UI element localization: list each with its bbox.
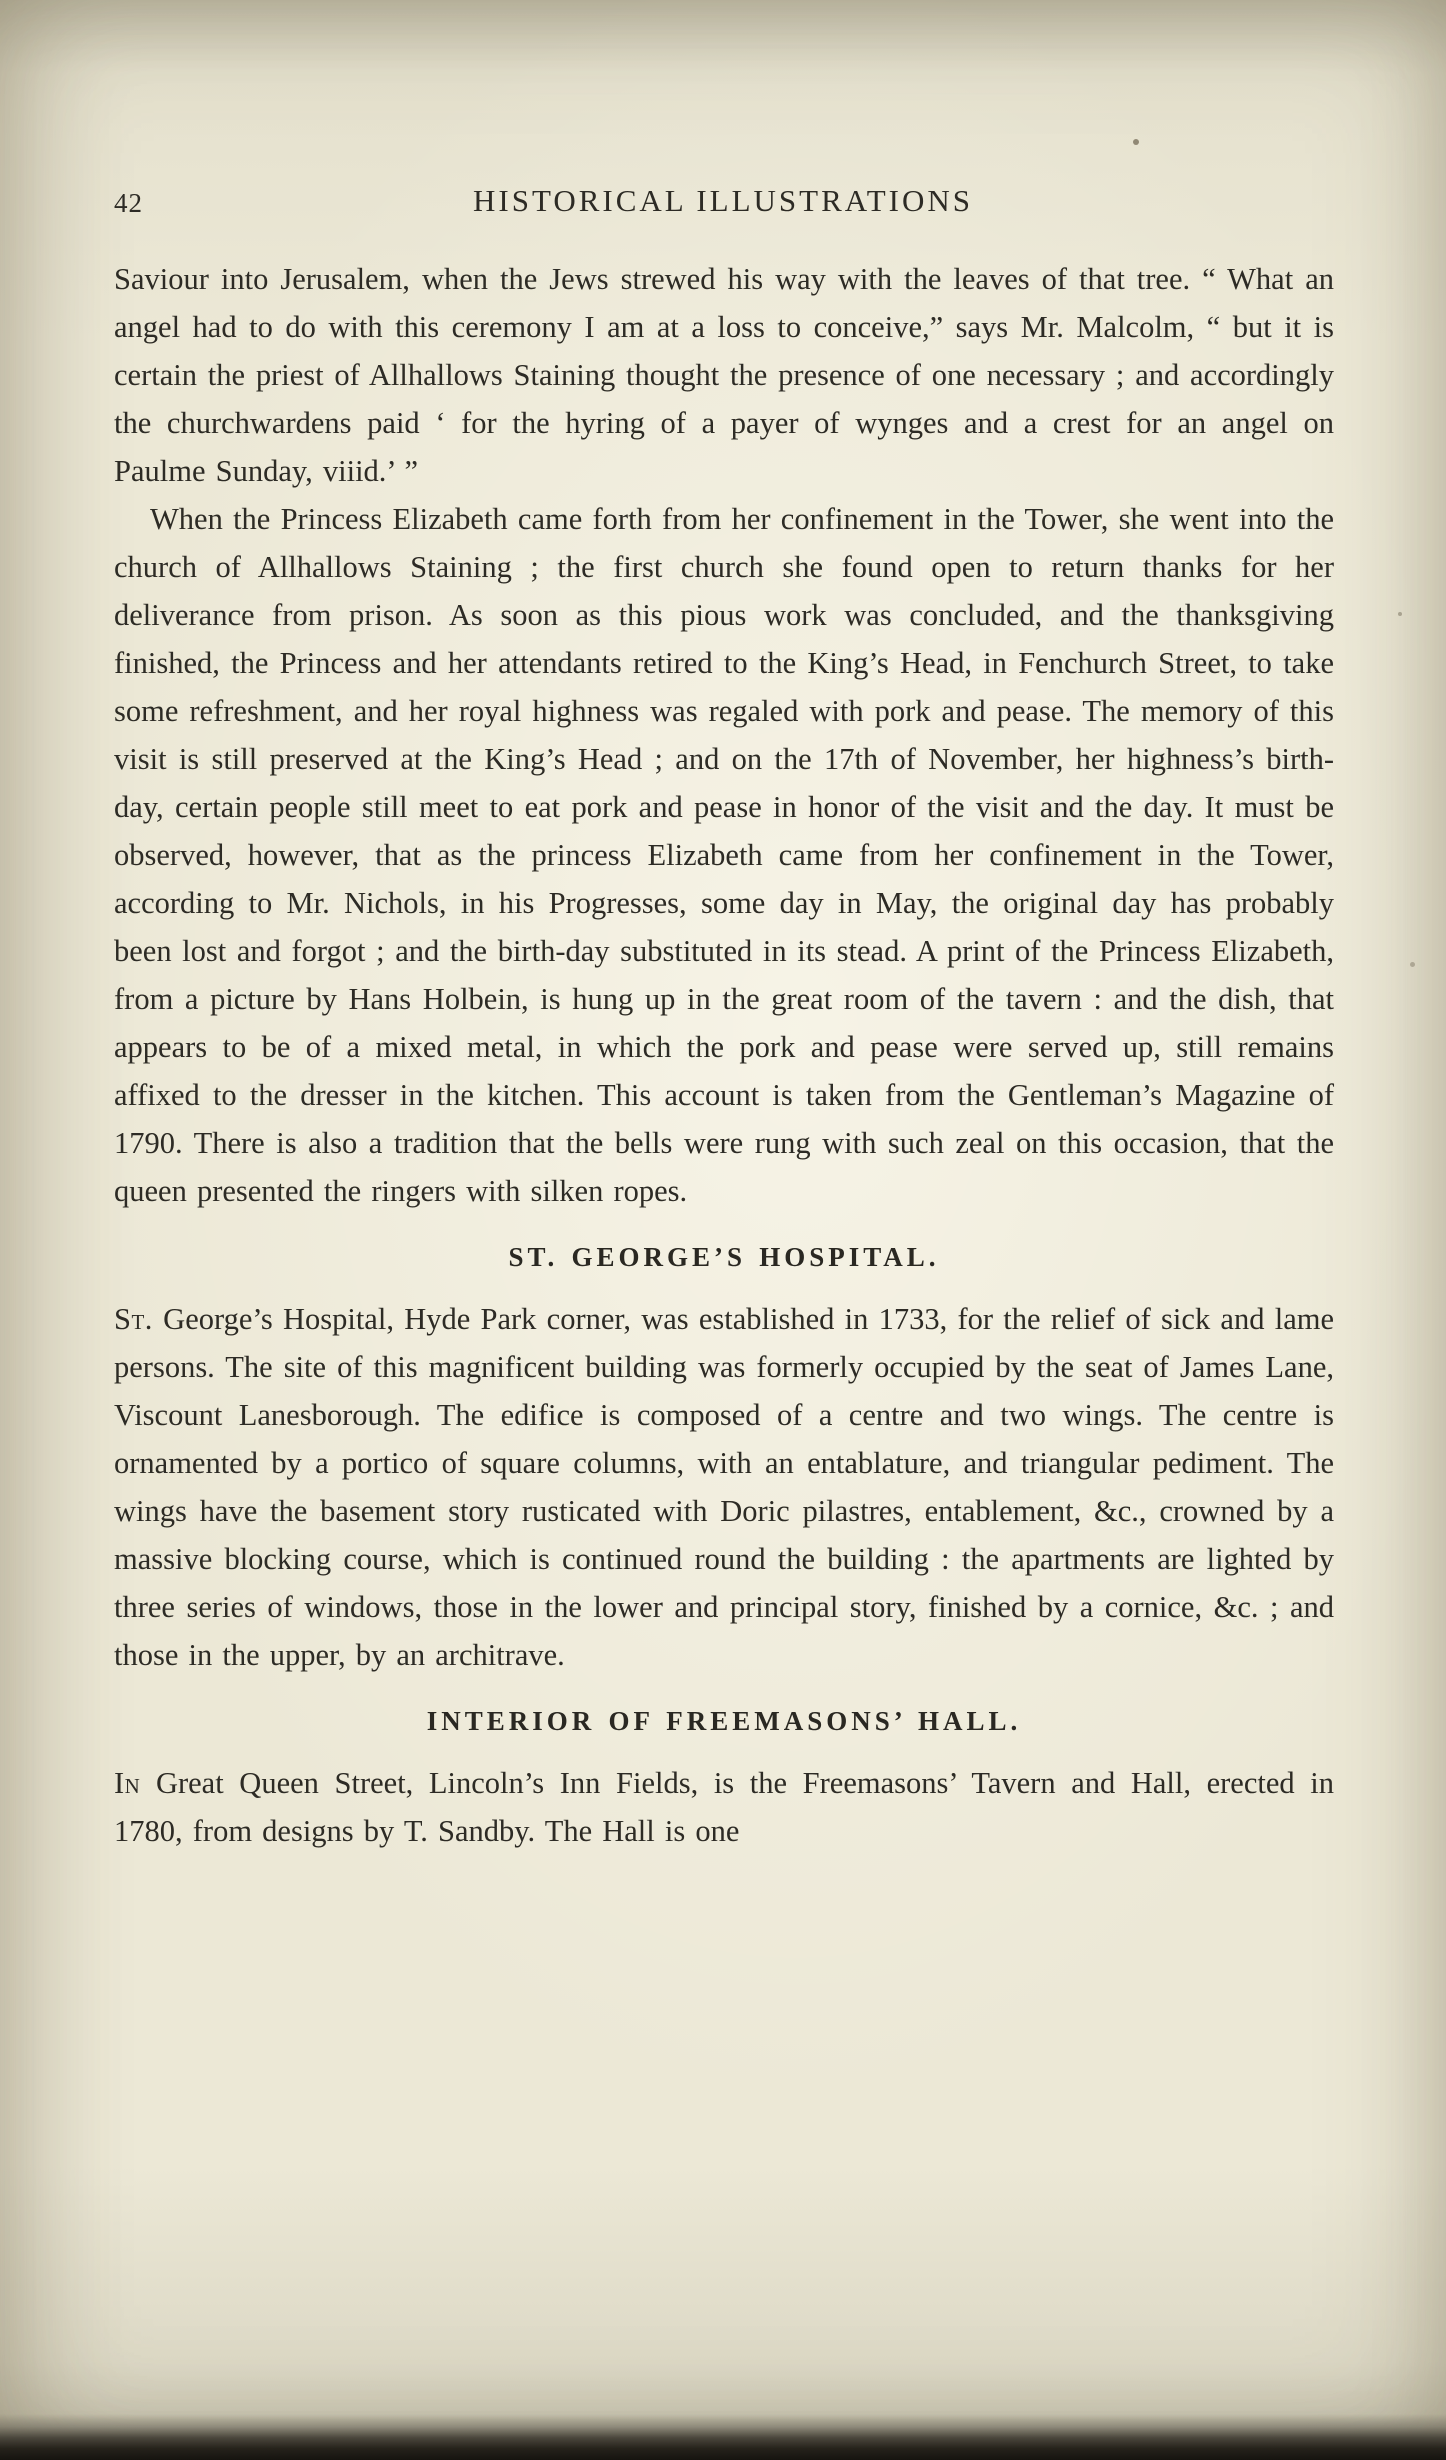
page-header	[0, 0, 1446, 233]
paragraph: When the Princess Elizabeth came forth from her confinement in the Tower, she went into the church of Allhallows Staining ; the first church she found open to return thanks for her deliverance from prison. As soon as this pious work was concluded, and the thanksgiving finished, the Princess and her attendants retired to the King’s Head, in Fenchurch Street, to take some refreshment, and her royal highness was regaled with pork and pease. The memory of this visit is still preserved at the King’s Head ; and on the 17th of November, her highness’s birth-day, certain people still meet to eat pork and pease in honor of the visit and the day. It must be observed, however, that as the princess Elizabeth came from her confinement in the Tower, according to Mr. Nichols, in his Progresses, some day in May, the original day has probably been lost and forgot ; and the birth-day substituted in its stead. A print of the Princess Elizabeth, from a picture by Hans Holbein, is hung up in the great room of the tavern : and the dish, that appears to be of a mixed metal, in which the pork and pease were served up, still remains affixed to the dresser in the kitchen. This account is taken from the Gentleman’s Magazine of 1790. There is also a tradition that the bells were rung with such zeal on this occasion, that the queen presented the ringers with silken ropes.	[114, 502, 1334, 1208]
paragraph: Saviour into Jerusalem, when the Jews strewed his way with the leaves of that tree. “ What an angel had to do with this ceremony I am at a loss to conceive,” says Mr. Malcolm, “ but it is certain the priest of Allhallows Staining thought the presence of one necessary ; and accordingly the churchwardens paid ‘ for the hyring of a payer of wynges and a crest for an angel on Paulme Sunday, viiid.’ ”	[114, 262, 1334, 488]
paper-speckle	[1133, 139, 1139, 145]
running-title: HISTORICAL ILLUSTRATIONS	[473, 183, 973, 218]
scan-bottom-edge	[0, 2414, 1446, 2460]
paragraph	[114, 1295, 1334, 1679]
lead-word: St.	[114, 1302, 153, 1336]
paper-speckle	[1410, 962, 1415, 967]
section-heading: ST. GEORGE’S HOSPITAL.	[508, 1242, 940, 1272]
paragraph-text: Great Queen Street, Lincoln’s Inn Fields, is the Freemasons’ Tavern and Hall, erected in 1780, from designs by T. Sandby. The Hall is one	[114, 1766, 1334, 1848]
text-block	[114, 255, 1334, 1855]
paper-speckle	[1398, 612, 1402, 616]
section-heading: INTERIOR OF FREEMASONS’ HALL.	[426, 1706, 1022, 1736]
paragraph-text: George’s Hospital, Hyde Park corner, was established in 1733, for the relief of sick and lame persons. The site of this magnificent building was formerly occupied by the seat of James Lane, Viscount Lanesborough. The edifice is composed of a centre and two wings. The centre is ornamented by a portico of square columns, with an entablature, and triangular pediment. The wings have the basement story rusticated with Doric pilastres, entablement, &c., crowned by a massive blocking course, which is continued round the building : the apartments are lighted by three series of windows, those in the lower and principal story, finished by a cornice, &c. ; and those in the upper, by an architrave.	[114, 1302, 1334, 1672]
paragraph	[114, 1759, 1334, 1855]
lead-word: In	[114, 1766, 141, 1800]
page-number: 42	[114, 188, 143, 218]
